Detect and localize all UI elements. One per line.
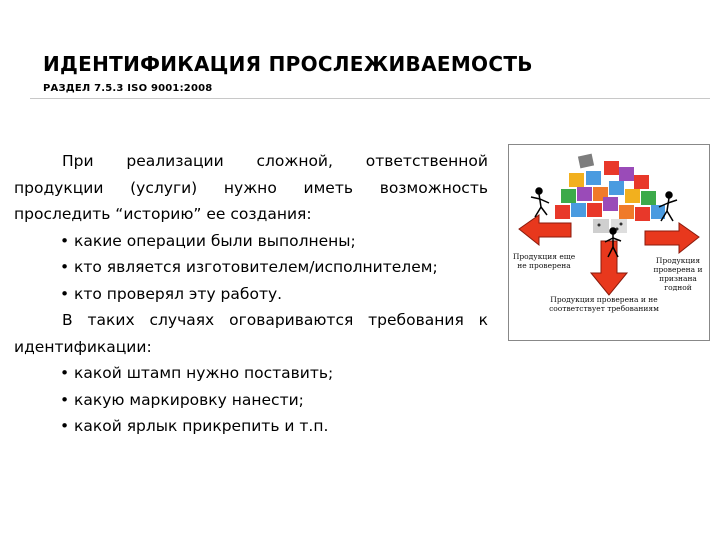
requirements-paragraph: В таких случаях оговариваются требования к идентификации: [14,311,488,356]
bullet-icon: • [60,364,70,382]
traceability-illustration [508,144,710,341]
bullet-icon: • [60,390,70,409]
list-item-text: какие операции были выполнены; [74,231,356,250]
list-item [14,413,488,440]
history-list [14,228,488,308]
list-item [14,360,488,387]
list-item-text: какую маркировку нанести; [74,390,304,409]
title-divider [30,98,710,99]
bullet-icon: • [60,258,70,276]
list-item [14,387,488,414]
blocks-stack-icon [555,154,665,233]
stick-figure-left-icon [531,188,549,217]
list-item [14,228,488,255]
list-item [14,254,488,281]
list-item-text: кто проверял эту работу. [74,284,283,303]
list-item-text: какой ярлык прикрепить и т.п. [74,417,329,435]
label-not-checked: Продукция еще не проверена [512,252,576,270]
intro-paragraph: При реализации сложной, ответственной продукции (услуги) нужно иметь возможность проследить “историю” ее создания: [14,152,488,223]
arrow-right-icon [645,223,699,253]
label-rejected: Продукция проверена и не соответствует требованиям [549,295,659,313]
list-item-text: кто является изготовителем/исполнителем; [74,258,438,276]
bullet-icon: • [60,417,70,435]
page-subtitle: РАЗДЕЛ 7.5.3 ISO 9001:2008 [43,83,213,94]
bullet-icon: • [60,231,70,250]
bullet-icon: • [60,284,70,303]
identification-list [14,360,488,440]
list-item-text: какой штамп нужно поставить; [74,364,334,382]
label-accepted: Продукция проверена и признана годной [653,256,703,292]
page-title: ИДЕНТИФИКАЦИЯ ПРОСЛЕЖИВАЕМОСТЬ [43,52,533,76]
arrow-down-icon [591,241,627,295]
body-text [14,148,488,440]
arrow-left-icon [519,215,571,245]
list-item [14,281,488,308]
